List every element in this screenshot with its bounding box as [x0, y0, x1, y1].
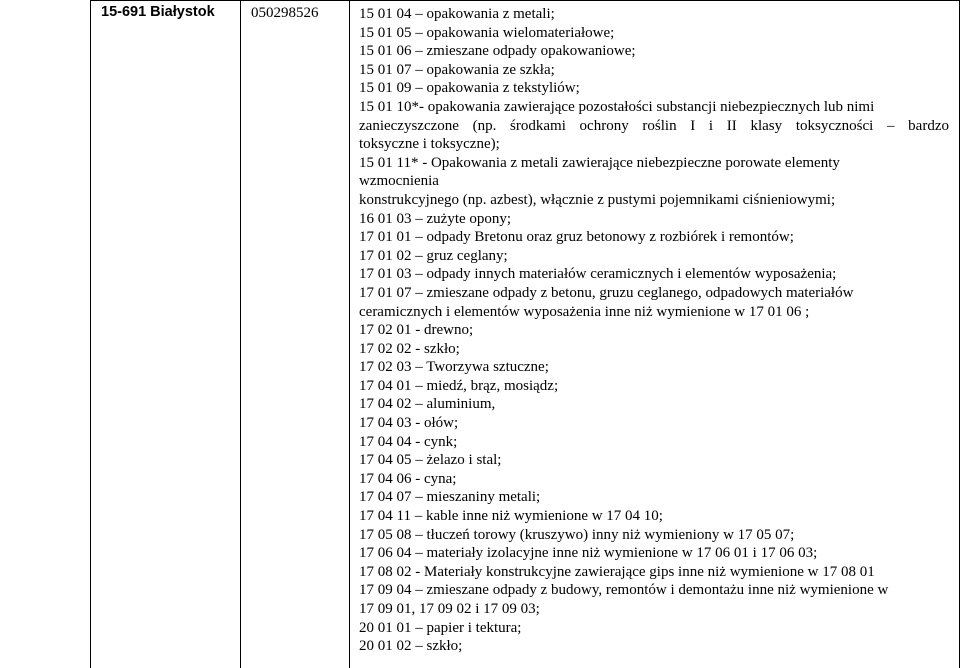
- waste-line: 17 08 02 - Materiały konstrukcyjne zawierające gips inne niż wymienione w 17 08 01: [359, 563, 875, 580]
- waste-line: 17 01 03 – odpady innych materiałów ceramicznych i elementów wyposażenia;: [359, 266, 837, 283]
- waste-line: 15 01 05 – opakowania wielomateriałowe;: [359, 24, 615, 41]
- waste-line: toksyczne i toksyczne);: [359, 136, 500, 153]
- waste-line: 17 01 01 – odpady Bretonu oraz gruz betonowy z rozbiórek i remontów;: [359, 229, 794, 246]
- waste-line: 17 09 01, 17 09 02 i 17 09 03;: [359, 601, 540, 617]
- waste-line: zanieczyszczone (np. środkami ochrony roślin I i II klasy toksyczności – bardzo: [359, 117, 949, 134]
- column-divider-2: [349, 0, 350, 668]
- waste-line: 17 04 02 – aluminium,: [359, 396, 496, 413]
- waste-line: 17 09 04 – zmieszane odpady z budowy, remontów i demontażu inne niż wymienione w: [359, 582, 889, 599]
- waste-line: 15 01 04 – opakowania z metali;: [359, 6, 555, 22]
- waste-line: 17 04 04 - cynk;: [359, 433, 458, 450]
- waste-codes-cell: [359, 5, 949, 656]
- postal-city-cell: 15-691 Białystok: [101, 4, 215, 20]
- table-border-left: [90, 0, 91, 668]
- waste-line: 17 01 02 – gruz ceglany;: [359, 247, 508, 264]
- waste-line: konstrukcyjnego (np. azbest), włącznie z pustymi pojemnikami ciśnieniowymi;: [359, 191, 836, 208]
- waste-line: 15 01 06 – zmieszane odpady opakowaniowe;: [359, 43, 636, 60]
- waste-line: 17 04 05 – żelazo i stal;: [359, 452, 502, 469]
- table-top-border: [90, 0, 960, 1]
- waste-line: 17 02 03 – Tworzywa sztuczne;: [359, 359, 549, 376]
- waste-line: 15 01 07 – opakowania ze szkła;: [359, 61, 555, 78]
- waste-line: 17 04 03 - ołów;: [359, 415, 459, 432]
- waste-line: 17 04 06 - cyna;: [359, 470, 457, 487]
- waste-line: 17 02 01 - drewno;: [359, 322, 474, 339]
- number-cell: 050298526: [251, 5, 319, 21]
- waste-line: 15 01 11* - Opakowania z metali zawierające niebezpieczne porowate elementy: [359, 154, 840, 171]
- waste-line: 15 01 09 – opakowania z tekstyliów;: [359, 80, 580, 97]
- waste-line: 16 01 03 – zużyte opony;: [359, 210, 512, 227]
- waste-line: ceramicznych i elementów wyposażenia inne niż wymienione w 17 01 06 ;: [359, 303, 810, 320]
- column-divider-1: [240, 0, 241, 668]
- waste-line: 17 06 04 – materiały izolacyjne inne niż wymienione w 17 06 01 i 17 06 03;: [359, 545, 818, 562]
- waste-line: 17 02 02 - szkło;: [359, 340, 460, 357]
- waste-line: 20 01 01 – papier i tektura;: [359, 619, 522, 636]
- waste-line: wzmocnienia: [359, 173, 439, 190]
- waste-line: 17 04 07 – mieszaniny metali;: [359, 489, 541, 506]
- waste-line: 17 04 11 – kable inne niż wymienione w 17 04 10;: [359, 508, 663, 525]
- waste-line: 17 01 07 – zmieszane odpady z betonu, gruzu ceglanego, odpadowych materiałów: [359, 284, 854, 301]
- waste-line: 15 01 10*- opakowania zawierające pozostałości substancji niebezpiecznych lub nimi: [359, 98, 875, 115]
- waste-line: 17 04 01 – miedź, brąz, mosiądz;: [359, 377, 559, 394]
- waste-line: 17 05 08 – tłuczeń torowy (kruszywo) inny niż wymieniony w 17 05 07;: [359, 526, 795, 543]
- waste-line: 20 01 02 – szkło;: [359, 638, 463, 655]
